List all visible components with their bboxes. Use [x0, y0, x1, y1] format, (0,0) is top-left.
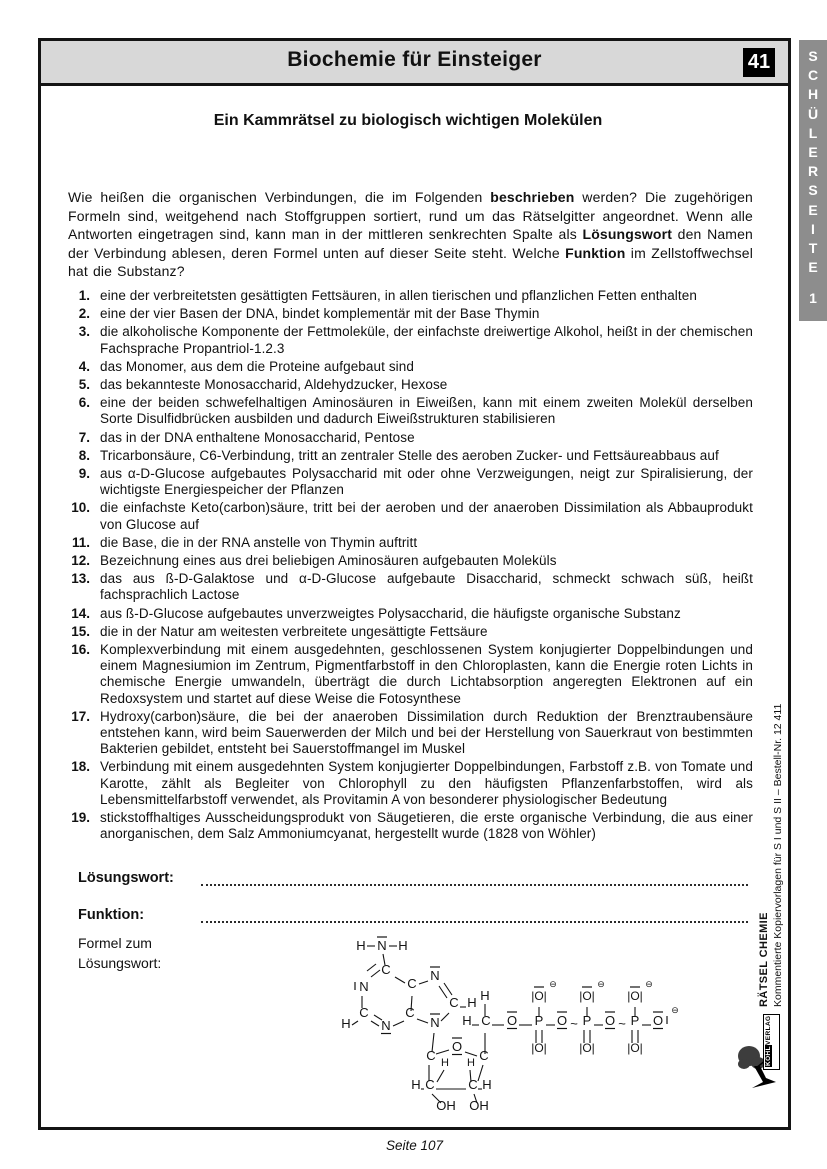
atom-label: H — [482, 1077, 492, 1092]
question-list — [64, 288, 753, 845]
atom-label: C — [479, 1048, 489, 1063]
funktion-answer-line — [201, 907, 748, 923]
publisher-vertical-text — [757, 703, 789, 1007]
formel-label-line2: Lösungswort: — [78, 955, 162, 971]
page-number: Seite 107 — [385, 1138, 444, 1153]
side-tab-letter: I — [811, 220, 815, 237]
logo-word-verlag: VERLAG — [765, 1015, 772, 1045]
intro-bold-term: Funktion — [565, 244, 626, 261]
atom-label: H — [467, 1057, 475, 1069]
question-number: 6. — [78, 395, 90, 411]
question-item — [64, 624, 753, 640]
atom-label: ⊖ — [597, 979, 605, 989]
question-item — [64, 553, 753, 569]
side-tab-letter: C — [807, 67, 819, 84]
question-number: 14. — [71, 605, 90, 621]
question-number: 10. — [71, 500, 90, 516]
question-item — [64, 500, 753, 532]
atom-label: ~ — [570, 1016, 578, 1031]
atom-label: H — [441, 1057, 449, 1069]
question-item — [64, 810, 753, 842]
loesungswort-answer-line — [201, 870, 748, 886]
atom-label: H — [341, 1016, 351, 1031]
atom-label: C — [425, 1077, 435, 1092]
question-text: das in der DNA enthaltene Monosaccharid, Pentose — [100, 429, 415, 445]
question-text: stickstoffhaltiges Ausscheidungsprodukt von Säugetieren, die erste organische Verbindung, die aus einer anorganischen, dem Salz Ammoniumcyanat, hergestellt wurde (1828 von Wöhler) — [100, 810, 753, 842]
side-tab-letter: S — [808, 182, 818, 199]
question-item — [64, 324, 753, 356]
atom-label: |O| — [579, 989, 595, 1003]
kohl-verlag-wordmark — [763, 1014, 780, 1070]
question-text: eine der vier Basen der DNA, bindet komplementär mit der Base Thymin — [100, 306, 540, 322]
atom-label: O — [604, 1013, 616, 1028]
question-text: Komplexverbindung mit einem ausgedehnten, geschlossenen System konjugierter Doppelbindungen und einem Magnesiumion im Zentrum, Pigmentfarbstoff in den Chloroplasten, kann die Energie roten Lichts in chemische Energie umwandeln, überträgt die durch Lichtabsorption angeregten Elektronen auf ein Redoxsystem und startet auf diese Weise die Fotosynthese — [100, 642, 753, 706]
question-text: Tricarbonsäure, C6-Verbindung, tritt an zentraler Stelle des aeroben Zucker- und Fettsäureabbaus auf — [100, 447, 719, 463]
question-number: 12. — [71, 553, 90, 569]
atom-label: C — [426, 1048, 436, 1063]
question-number: 9. — [78, 466, 90, 482]
atom-label: O — [451, 1039, 463, 1054]
intro-text: werden? Die zugehörigen Formeln sind, weitgehend nach Stoffgruppen sortiert, rund um das Rätselgitter angeordnet. Wenn alle Antworten eingetragen sind, kann man in der mittleren senkrechten Spalte als — [68, 189, 753, 243]
schuelerseite-side-tab — [799, 40, 827, 321]
question-item — [64, 759, 753, 808]
atom-label: |O| — [627, 989, 643, 1003]
side-tab-letter: S — [808, 48, 818, 64]
atom-label: N — [430, 968, 440, 983]
intro-text: im Zellstoffwechsel hat die Substanz? — [68, 244, 753, 280]
atom-label: N — [381, 1018, 391, 1033]
question-number: 19. — [71, 810, 90, 826]
atom-label: H — [356, 938, 366, 953]
formel-label — [78, 933, 161, 973]
side-tab-letter: E — [808, 144, 818, 161]
worksheet-header — [38, 38, 791, 86]
atom-label: O — [652, 1013, 664, 1028]
question-text: das Monomer, aus dem die Proteine aufgebaut sind — [100, 358, 414, 374]
question-item — [64, 535, 753, 551]
side-tab-letter: E — [808, 201, 818, 218]
question-number: 15. — [71, 623, 90, 639]
side-tab-letter: L — [808, 124, 818, 141]
worksheet-subtitle: Ein Kammrätsel zu biologisch wichtigen Molekülen — [213, 112, 603, 129]
atom-label: H — [462, 1013, 472, 1028]
question-item — [64, 395, 753, 427]
kohl-verlag-logo — [736, 1008, 788, 1096]
atom-label: O — [556, 1013, 568, 1028]
question-text: eine der verbreitetsten gesättigten Fettsäuren, in allen tierischen und pflanzlichen Fetten enthalten — [100, 288, 697, 303]
atom-label: C — [405, 1005, 415, 1020]
atom-label: ⊖ — [549, 979, 557, 989]
question-item — [64, 377, 753, 393]
atom-label: O — [506, 1013, 518, 1028]
funktion-row — [78, 905, 748, 923]
question-number: 8. — [78, 447, 90, 463]
question-text: die einfachste Keto(carbon)säure, tritt bei der aeroben und der anaeroben Dissimilation als Abbauprodukt von Glucose auf — [100, 500, 753, 532]
question-text: Verbindung mit einem ausgedehnten System konjugierter Doppelbindungen, Farbstoff z.B. von Tomate und Karotte, zählt als Begleiter von Chlorophyll zu den häufigsten Pflanzenfarbstoffen, wird als Lebensmittelfarbstoff verwendet, als Provitamin A von besonderer physiologischer Bedeutung — [100, 759, 753, 807]
intro-text: den Namen der Verbindung ablesen, deren Formel unten auf dieser Seite steht. Welche — [68, 226, 753, 261]
loesungswort-label: Lösungswort: — [78, 870, 174, 886]
question-item — [64, 359, 753, 375]
question-number: 11. — [71, 534, 90, 550]
question-text: das aus ß-D-Galaktose und α-D-Glucose aufgebaute Disaccharid, schmeckt schwach süß, heißt fachsprachlich Lactose — [100, 571, 753, 603]
atom-label: P — [630, 1013, 640, 1028]
question-item — [64, 709, 753, 758]
atom-label: |O| — [627, 1041, 643, 1055]
question-item — [64, 306, 753, 322]
loesungswort-row — [78, 868, 748, 886]
atom-label: H — [467, 995, 477, 1010]
atom-label: C — [407, 976, 417, 991]
atom-label: ~ — [618, 1016, 626, 1031]
question-text: eine der beiden schwefelhaltigen Aminosäuren in Eiweißen, kann mit einem zweiten Molekül derselben Sorte Disulfidbrücken ausbilden und dadurch Eiweißstrukturen stabilisieren — [100, 395, 753, 427]
atom-label: C — [449, 995, 459, 1010]
side-tab-letter: T — [808, 240, 818, 257]
atom-label: N — [430, 1015, 440, 1030]
atom-label: |O| — [579, 1041, 595, 1055]
atp-structure-formula — [328, 925, 740, 1120]
question-item — [64, 430, 753, 446]
question-item — [64, 642, 753, 707]
intro-text: Wie heißen die organischen Verbindungen, die im Folgenden — [68, 189, 491, 205]
question-text: aus α-D-Glucose aufgebautes Polysaccharid mit oder ohne Verzweigungen, neigt zur Spiralisierung, der wichtigste Energiespeicher der Pflanzen — [100, 466, 753, 498]
publisher-order-info: Kommentierte Kopiervorlagen für S I und S II – Bestell-Nr. 12 411 — [772, 703, 784, 1007]
atom-label: |O| — [531, 989, 547, 1003]
question-item — [64, 571, 753, 603]
question-item — [64, 606, 753, 622]
question-text: Hydroxy(carbon)säure, die bei der anaeroben Dissimilation durch Reduktion der Brenztraubensäure entstehen kann, wird beim Sauerwerden der Milch und bei der Herstellung von Sauerkraut von bestimmten Bakterien gebildet, entsteht bei Sauerstoffmangel im Muskel — [100, 708, 753, 757]
question-text: aus ß-D-Glucose aufgebautes unverzweigtes Polysaccharid, die häufigste organische Substanz — [100, 605, 681, 621]
side-tab-letter: 1 — [809, 290, 817, 307]
atom-label: H — [480, 988, 490, 1003]
intro-paragraph — [68, 188, 753, 281]
tree-icon — [736, 1008, 788, 1096]
question-number: 3. — [78, 324, 90, 340]
question-number: 7. — [78, 429, 90, 445]
atom-label: ⊖ — [645, 979, 653, 989]
page-title: Biochemie für Einsteiger — [287, 48, 542, 71]
atom-label: P — [534, 1013, 544, 1028]
funktion-label: Funktion: — [78, 907, 145, 923]
atom-label: C — [468, 1077, 478, 1092]
question-item — [64, 466, 753, 498]
question-number: 17. — [71, 708, 90, 724]
question-number: 13. — [71, 571, 90, 587]
side-tab-letter: Ü — [807, 105, 819, 122]
question-text: die alkoholische Komponente der Fettmoleküle, der einfachste dreiwertige Alkohol, heißt in der chemischen Fachsprache Propantriol-1.2.3 — [100, 324, 753, 356]
atom-label: P — [582, 1013, 592, 1028]
publisher-series-title: RÄTSEL CHEMIE — [758, 912, 770, 1007]
formel-label-line1: Formel zum — [78, 935, 152, 951]
question-number: 5. — [78, 377, 90, 393]
question-number: 2. — [78, 306, 90, 322]
atom-label: |O| — [531, 1041, 547, 1055]
atom-label: OH — [436, 1098, 456, 1113]
question-text: die in der Natur am weitesten verbreitete ungesättigte Fettsäure — [100, 623, 488, 639]
question-item — [64, 288, 753, 304]
worksheet-number-badge: 41 — [743, 48, 775, 77]
question-text: das bekannteste Monosaccharid, Aldehydzucker, Hexose — [100, 377, 448, 393]
question-item — [64, 448, 753, 464]
atom-label: ⊖ — [671, 1005, 679, 1015]
question-number: 18. — [71, 759, 90, 775]
atom-label: N — [359, 979, 369, 994]
side-tab-letter: E — [808, 259, 818, 276]
question-number: 4. — [78, 358, 90, 374]
question-number: 1. — [78, 288, 90, 303]
side-tab-letter: R — [807, 163, 819, 180]
question-number: 16. — [71, 642, 90, 658]
question-text: Bezeichnung eines aus drei beliebigen Aminosäuren aufgebauten Moleküls — [100, 553, 557, 569]
atom-label: C — [381, 962, 391, 977]
atom-label: N — [377, 938, 387, 953]
atom-label: C — [481, 1013, 491, 1028]
question-text: die Base, die in der RNA anstelle von Thymin auftritt — [100, 534, 418, 550]
side-tab-letter: H — [807, 86, 819, 103]
intro-bold-term: beschrieben — [490, 189, 575, 205]
atom-label: H — [398, 938, 408, 953]
atom-label: C — [359, 1005, 369, 1020]
atom-label: OH — [469, 1098, 489, 1113]
atom-label: H — [411, 1077, 421, 1092]
logo-word-kohl: KOHL — [765, 1045, 772, 1066]
intro-bold-term: Lösungswort — [582, 226, 673, 243]
